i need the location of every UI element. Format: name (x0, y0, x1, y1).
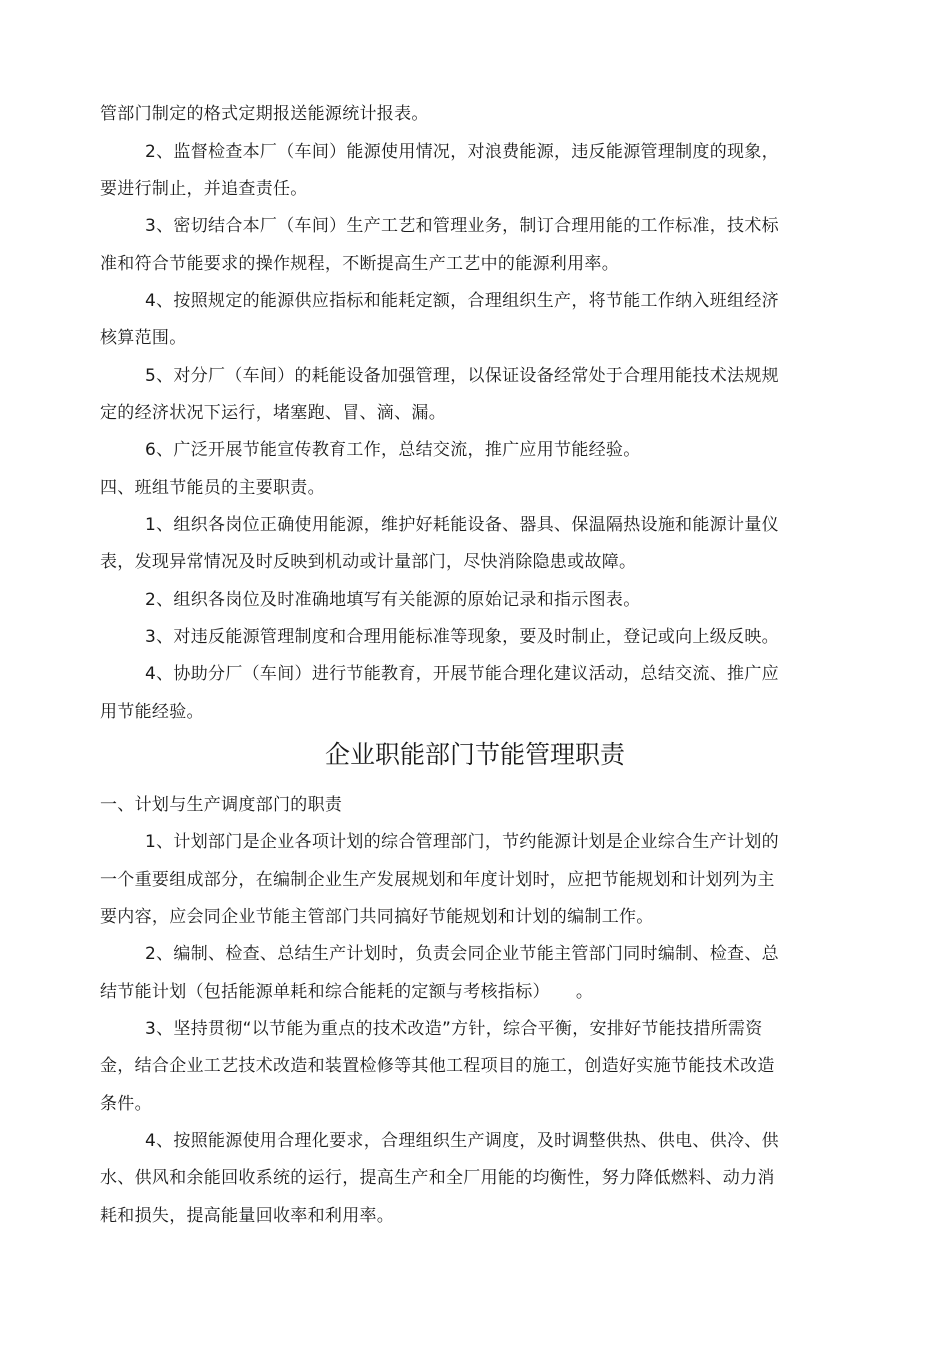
text-line: 条件。 (100, 1094, 152, 1114)
text-line: 1、组织各岗位正确使用能源，维护好耗能设备、器具、保温隔热设施和能源计量仪 (145, 515, 779, 535)
text-line: 表，发现异常情况及时反映到机动或计量部门，尽快消除隐患或故障。 (100, 552, 637, 572)
text-line: 一个重要组成部分，在编制企业生产发展规划和年度计划时，应把节能规划和计划列为主 (100, 870, 775, 890)
text-line: 要内容，应会同企业节能主管部门共同搞好节能规划和计划的编制工作。 (100, 907, 654, 927)
text-line: 1、计划部门是企业各项计划的综合管理部门，节约能源计划是企业综合生产计划的 (145, 832, 779, 852)
text-line: 耗和损失，提高能量回收率和利用率。 (100, 1206, 395, 1226)
text-line: 2、组织各岗位及时准确地填写有关能源的原始记录和指示图表。 (145, 590, 641, 610)
section-heading: 一、计划与生产调度部门的职责 (100, 795, 343, 815)
text-line: 3、密切结合本厂（车间）生产工艺和管理业务，制订合理用能的工作标准，技术标 (145, 216, 779, 236)
text-line: 定的经济状况下运行，堵塞跑、冒、滴、漏。 (100, 403, 446, 423)
text-line: 用节能经验。 (100, 702, 204, 722)
text-line: 金，结合企业工艺技术改造和装置检修等其他工程项目的施工，创造好实施节能技术改造 (100, 1056, 775, 1076)
text-line: 要进行制止，并追查责任。 (100, 179, 308, 199)
text-line: 管部门制定的格式定期报送能源统计报表。 (100, 104, 429, 124)
text-line: 4、按照能源使用合理化要求，合理组织生产调度，及时调整供热、供电、供冷、供 (145, 1131, 779, 1151)
text-line: 4、按照规定的能源供应指标和能耗定额，合理组织生产，将节能工作纳入班组经济 (145, 291, 779, 311)
text-line: 结节能计划（包括能源单耗和综合能耗的定额与考核指标） 。 (100, 982, 594, 1002)
text-line: 2、编制、检查、总结生产计划时，负责会同企业节能主管部门同时编制、检查、总 (145, 944, 779, 964)
text-line: 6、广泛开展节能宣传教育工作，总结交流，推广应用节能经验。 (145, 440, 641, 460)
text-line: 2、监督检查本厂（车间）能源使用情况，对浪费能源，违反能源管理制度的现象， (145, 142, 779, 162)
text-line: 4、协助分厂（车间）进行节能教育，开展节能合理化建议活动，总结交流、推广应 (145, 664, 779, 684)
text-line: 核算范围。 (100, 328, 187, 348)
text-line: 3、对违反能源管理制度和合理用能标准等现象，要及时制止，登记或向上级反映。 (145, 627, 779, 647)
section-heading: 四、班组节能员的主要职责。 (100, 478, 325, 498)
document-title: 企业职能部门节能管理职责 (324, 740, 625, 769)
text-line: 准和符合节能要求的操作规程，不断提高生产工艺中的能源利用率。 (100, 254, 619, 274)
text-line: 5、对分厂（车间）的耗能设备加强管理，以保证设备经常处于合理用能技术法规规 (145, 366, 779, 386)
text-line: 水、供风和余能回收系统的运行，提高生产和全厂用能的均衡性，努力降低燃料、动力消 (100, 1168, 775, 1188)
text-line: 3、坚持贯彻“以节能为重点的技术改造”方针，综合平衡，安排好节能技措所需资 (145, 1019, 763, 1039)
